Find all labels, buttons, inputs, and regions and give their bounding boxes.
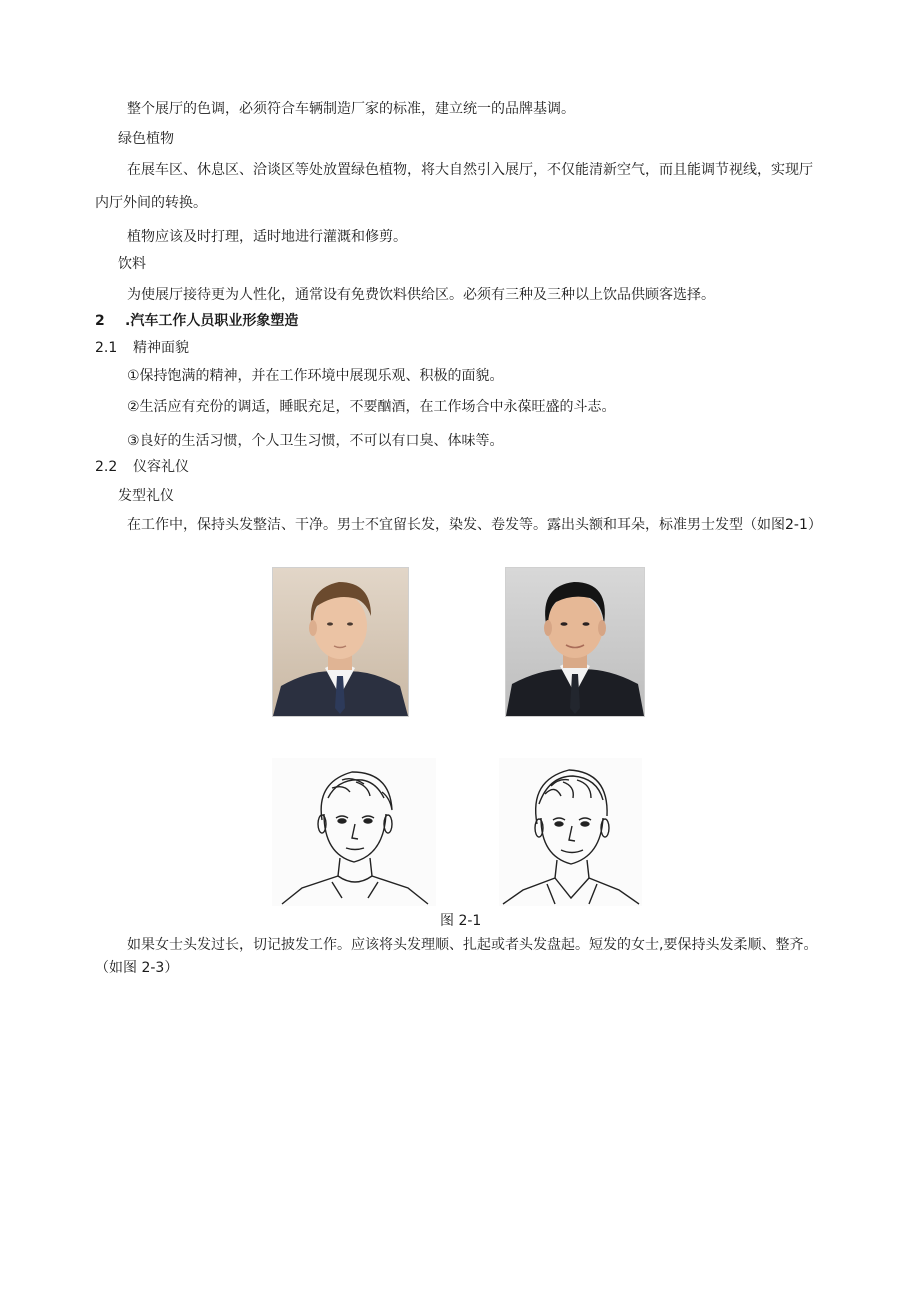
section-2-2-number: 2.2 xyxy=(95,459,118,475)
paragraph-green-plants: 在展车区、休息区、洽谈区等处放置绿色植物，将大自然引入展厅，不仅能清新空气，而且能调节视线，实现厅内厅外间的转换。 xyxy=(95,162,813,211)
photo-man-brown-hair xyxy=(272,567,409,717)
section-2-heading xyxy=(95,311,298,331)
paragraph-color-tone: 整个展厅的色调，必须符合车辆制造厂家的标准，建立统一的品牌基调。 xyxy=(127,101,575,117)
heading-hairstyle: 发型礼仪 xyxy=(118,488,174,504)
photo-man-black-hair xyxy=(505,567,645,717)
paragraph-plant-care: 植物应该及时打理，适时地进行灌溉和修剪。 xyxy=(127,229,407,245)
section-2-title: .汽车工作人员职业形象塑造 xyxy=(125,313,299,329)
list-item-1: ①保持饱满的精神，并在工作环境中展现乐观、积极的面貌。 xyxy=(127,368,504,384)
heading-green-plants: 绿色植物 xyxy=(118,131,174,147)
paragraph-drinks: 为使展厅接待更为人性化，通常设有免费饮料供给区。必须有三种及三种以上饮品供顾客选择。 xyxy=(127,287,715,303)
list-item-2: ②生活应有充份的调适，睡眠充足，不要酗酒，在工作场合中永葆旺盛的斗志。 xyxy=(127,399,616,415)
figure-caption: 图 2-1 xyxy=(440,913,482,929)
list-item-3: ③良好的生活习惯，个人卫生习惯，不可以有口臭、体味等。 xyxy=(127,433,504,449)
section-2-2-heading xyxy=(95,457,189,477)
sketch-man-hairstyle-2 xyxy=(499,758,642,906)
heading-drinks: 饮料 xyxy=(118,256,146,272)
section-2-1-title: 精神面貌 xyxy=(133,340,189,356)
section-2-1-heading xyxy=(95,338,189,358)
paragraph-female-hairstyle: 如果女士头发过长，切记披发工作。应该将头发理顺、扎起或者头发盘起。短发的女士,要保持头发柔顺、整齐。（如图 2-3） xyxy=(95,937,818,976)
sketch-man-hairstyle-1 xyxy=(272,758,436,906)
paragraph-male-hairstyle: 在工作中，保持头发整洁、干净。男士不宜留长发，染发、卷发等。露出头额和耳朵，标准男士发型（如图2-1） xyxy=(127,517,822,533)
section-2-2-title: 仪容礼仪 xyxy=(133,459,189,475)
section-2-1-number: 2.1 xyxy=(95,340,118,356)
section-2-number: 2 xyxy=(95,313,105,329)
